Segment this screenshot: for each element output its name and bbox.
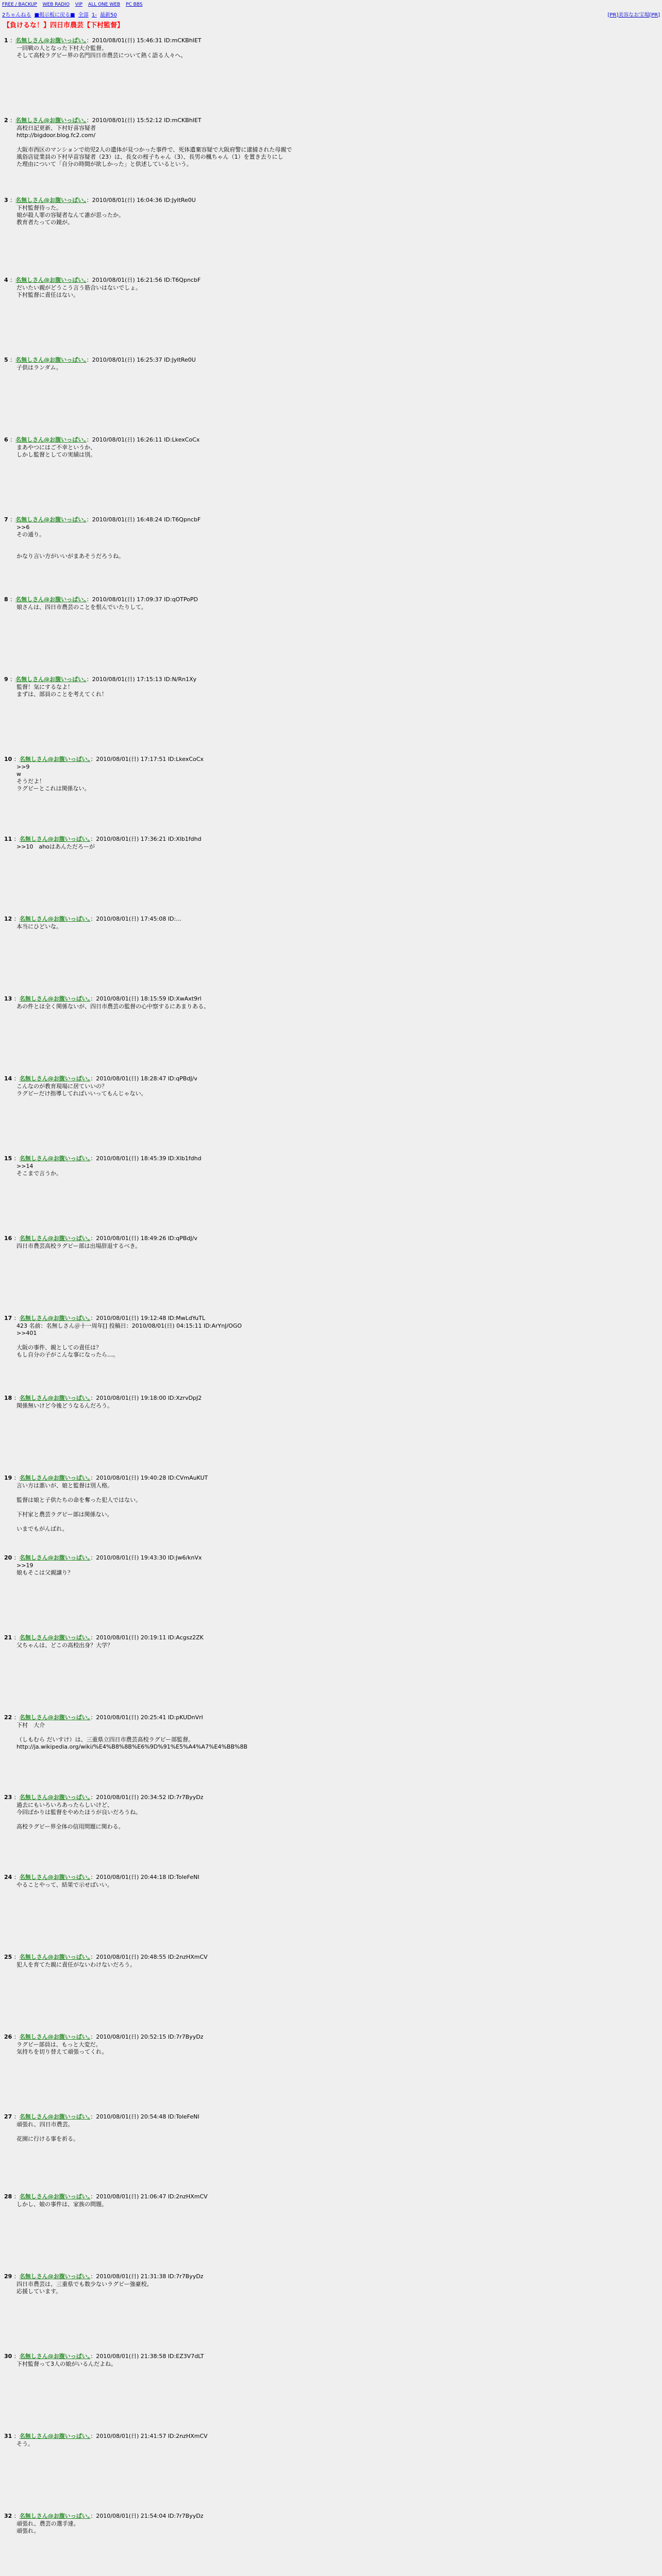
post-body: 四日市農芸は、三重県でも数少ないラグビー強豪校。 応援しています。 [16,2281,153,2295]
post-meta: ：2010/08/01(日) 19:40:28 ID:CVmAuKUT [90,1475,208,1481]
post-meta: ：2010/08/01(日) 15:52:12 ID:mCKBhIET [86,117,202,124]
post-author-link[interactable]: 名無しさん@お腹いっぱい。 [15,676,87,683]
post-separator: ： [12,1874,20,1880]
post-separator: ： [12,2433,20,2439]
post-header [4,1873,658,1882]
post-body: 下村 大介 （しもむら だいすけ）は、三重県立四日市農芸高校ラグビー部監督。 http://ja.wikipedia.org/wiki/%E4%B8%8B%E6%9D%91%E5%A4%A7%E4%BB%8B [16,1722,247,1750]
post-separator: ： [12,1794,20,1801]
post-header [4,1314,658,1323]
post-author[interactable] [15,277,87,283]
post-author[interactable] [20,2113,91,2120]
post-number[interactable]: 25 [4,1954,12,1960]
nav-links [2,10,119,18]
post-author[interactable] [20,1554,91,1561]
post-separator: ： [12,836,20,842]
post-separator: ： [12,1475,20,1481]
post-separator: ： [12,1714,20,1721]
nav-link-first[interactable]: 1- [91,12,97,18]
post-author-link[interactable]: 名無しさん@お腹いっぱい。 [19,1554,91,1561]
post-header [4,2273,658,2281]
browser-toolbar [0,0,662,9]
post-separator: ： [12,1954,20,1960]
post-body: 言い方は悪いが、娘と監督は別人格。 監督は娘と子供たちの命を奪った犯人ではない。 下村家と農芸ラグビー部は関係ない。 いまでもがんばれ。 [16,1482,141,1532]
post-body: >>19 娘もそこは父親譲り？ [16,1562,73,1576]
post-body: 頑張れ、四日市農芸。 花園に行ける事を祈る。 [16,2121,79,2142]
post [0,1950,662,2030]
post-meta: ：2010/08/01(日) 20:52:15 ID:7r7ByyDz [90,2033,204,2040]
post-author[interactable] [20,2193,91,2200]
post-meta: ：2010/08/01(日) 20:44:18 ID:ToleFeNI [90,1874,200,1880]
post-header [4,1234,658,1243]
post-author[interactable] [15,676,87,683]
post-separator: ： [12,2273,20,2280]
post-number[interactable]: 22 [4,1714,12,1721]
post-number[interactable]: 13 [4,995,12,1002]
post-separator: ： [12,916,20,922]
post [0,752,662,832]
post-body: 四日市農芸高校ラグビー部は出場辞退するべき。 [16,1243,141,1249]
toolbar-link[interactable]: VIP [75,2,83,7]
post-meta: ：2010/08/01(日) 17:17:51 ID:LkexCoCx [90,756,204,762]
post-body: だいたい親がどうこう言う筋合いはないでしょ。 下村監督に責任はない。 [16,284,141,298]
toolbar-link[interactable]: FREE / BACKUP [2,2,37,7]
post-header [4,1953,658,1961]
post-body: 頑張れ、農芸の選手達。 頑張れ。 [16,2520,79,2534]
post-header [4,1793,658,1802]
post [0,113,662,193]
post-author-link[interactable]: 名無しさん@お腹いっぱい。 [19,1794,91,1801]
post-meta: ：2010/08/01(日) 19:12:48 ID:MwLdYuTL [90,1315,205,1321]
post-header [4,276,658,284]
post-author-link[interactable]: 名無しさん@お腹いっぱい。 [15,117,87,124]
post-body: 監督！気にするなよ！ まずは、部員のことを考えてくれ！ [16,684,107,698]
post-meta: ：2010/08/01(日) 18:49:26 ID:qPBdJ/v [90,1235,197,1242]
post [0,2349,662,2429]
post [0,2429,662,2509]
post-author-link[interactable]: 名無しさん@お腹いっぱい。 [15,357,87,363]
post-list [0,33,662,2576]
post-meta: ：2010/08/01(日) 17:36:21 ID:Xlb1fdhd [90,836,202,842]
post-separator: ： [12,2033,20,2040]
post-separator: ： [12,2353,20,2360]
post [0,1072,662,1151]
post-header [4,1714,658,1722]
post-number[interactable]: 26 [4,2033,12,2040]
post-body: 関係無いけど今後どうなるんだろう。 [16,1402,113,1409]
post-header [4,116,658,125]
post-meta: ：2010/08/01(日) 16:48:24 ID:T6QpncbF [86,516,201,523]
post-meta: ：2010/08/01(日) 20:25:41 ID:pKUDnVrI [90,1714,203,1721]
post-number[interactable]: 30 [4,2353,12,2360]
post-author-link[interactable]: 名無しさん@お腹いっぱい。 [15,436,87,443]
post [0,1790,662,1870]
post-body: 一回戦の人となった下村大介監督。 そして高校ラグビー界の名門四日市農芸について熱く語る人々へ。 [16,45,187,59]
post-number[interactable]: 32 [4,2513,12,2519]
post-header [4,995,658,1003]
post-author[interactable] [20,1475,91,1481]
post-number[interactable]: 18 [4,1395,12,1401]
post-body: こんなのが教育現場に居ていいの？ ラグビーだけ指導してればいいってもんじゃない。 [16,1083,147,1097]
post-author-link[interactable]: 名無しさん@お腹いっぱい。 [19,1395,91,1401]
post-header [4,755,658,764]
post-header [4,516,658,524]
post-separator: ： [12,1155,20,1162]
post-body: >>14 そこまで言うか。 [16,1163,62,1177]
nav-link-2ch[interactable]: 2ちゃんねる [2,12,31,18]
post-meta: ：2010/08/01(日) 20:54:48 ID:ToleFeNI [90,2113,200,2120]
toolbar-link[interactable]: WEB RADIO [42,2,70,7]
post-author[interactable] [20,756,91,762]
post-meta: ：2010/08/01(日) 21:54:04 ID:7r7ByyDz [90,2513,204,2519]
thread-title: 【負けるな！】四日市農芸【下村監督】 [3,22,124,29]
post-body: 犯人を育てた親に責任がないわけないだろう。 [16,1961,136,1968]
post-separator: ： [8,197,16,204]
post-separator: ： [8,117,16,124]
post [0,2110,662,2190]
post-body: 下村監督待った。 娘が殺人罪の容疑者なんて誰が思ったか。 教育者たっての鏡が。 [16,205,124,226]
post-meta: ：2010/08/01(日) 16:04:36 ID:JyItRe0U [86,197,196,204]
post-meta: ：2010/08/01(日) 17:09:37 ID:qOTPoPD [86,596,198,603]
post-number[interactable]: 8 [4,596,8,603]
post [0,433,662,513]
post-header [4,2193,658,2201]
post-author[interactable] [20,1235,91,1242]
post-body: 下村監督って3人の娘がいるんだよね。 [16,2361,117,2367]
post-body: >>6 その通り。 かなり言い方がいいがまあそうだろうね。 [16,524,124,560]
post [0,2509,662,2576]
post-header [4,1075,658,1083]
post-separator: ： [8,357,16,363]
post-number[interactable]: 9 [4,676,8,683]
post-number[interactable]: 1 [4,37,8,44]
post-author-link[interactable]: 名無しさん@お腹いっぱい。 [15,277,87,283]
nav-link-all[interactable]: 全部 [78,12,89,18]
post [0,1311,662,1391]
post-meta: ：2010/08/01(日) 16:21:56 ID:T6QpncbF [86,277,201,283]
post-author[interactable] [20,995,91,1002]
post-author-link[interactable]: 名無しさん@お腹いっぱい。 [19,1475,91,1481]
post-author-link[interactable]: 名無しさん@お腹いっぱい。 [19,1714,91,1721]
post-separator: ： [12,1235,20,1242]
post-author[interactable] [15,357,87,363]
post-number[interactable]: 28 [4,2193,12,2200]
post-body: 高校日記更新、下村好喜容疑者 http://bigdoor.blog.fc2.com/ 大阪市西区のマンションで幼児2人の遺体が見つかった事件で、死体遺棄容疑で大阪府警に逮捕された母親で 風俗店従業員の下村早苗容疑者（23）は、長女の桜子ちゃん（3）、長男の楓ちゃん（1）を置き去りにし た理由について「自分の時間が欲しかった」と供述しているという。 [16,125,292,167]
post-meta: ：2010/08/01(日) 20:19:11 ID:Acgsz2ZK [90,1634,204,1641]
post-separator: ： [12,1634,20,1641]
post-body: 娘さんは、四日市農芸のことを恨んでいたりして。 [16,604,147,611]
post-number[interactable]: 19 [4,1475,12,1481]
post-meta: ：2010/08/01(日) 15:46:31 ID:mCKBhIET [86,37,202,44]
nav-link-board[interactable]: ■掲示板に戻る■ [34,12,75,18]
post-number[interactable]: 23 [4,1794,12,1801]
post-number[interactable]: 7 [4,516,8,523]
post [0,273,662,353]
toolbar-link[interactable]: PC BBS [125,2,143,7]
post [0,2030,662,2110]
post-body: 過去にもいろいろあったらしいけど、 今回ばかりは監督をやめたほうが良いだろうね。 高校ラグビー界全体の信用問題に関わる。 [16,1802,141,1830]
post-number[interactable]: 20 [4,1554,12,1561]
post-body: やることやって、結果で示せばいい。 [16,1882,113,1888]
post-header [4,915,658,923]
post-header [4,2432,658,2441]
post-author-link[interactable]: 名無しさん@お腹いっぱい。 [19,2193,91,2200]
post-author-link[interactable]: 名無しさん@お腹いっぱい。 [19,1634,91,1641]
post-author[interactable] [20,1315,91,1321]
post-meta: ：2010/08/01(日) 19:18:00 ID:XzrvDpJ2 [90,1395,202,1401]
post-author[interactable] [15,37,87,44]
post-body: あの件とは全く関係ないが、四日市農芸の監督の心中察するにあまりある。 [16,1003,209,1010]
post-meta: ：2010/08/01(日) 21:06:47 ID:2nzHXmCV [90,2193,208,2200]
post-author-link[interactable]: 名無しさん@お腹いっぱい。 [19,836,91,842]
post [0,1710,662,1790]
post [0,513,662,592]
post-meta: ：2010/08/01(日) 21:38:58 ID:EZ3V7dLT [90,2353,204,2360]
post-author[interactable] [20,836,91,842]
post-body: >>9 w そうだよ！ ラグビーとこれは関係ない。 [16,764,90,792]
post-author-link[interactable]: 名無しさん@お腹いっぱい。 [19,2113,91,2120]
post-number[interactable]: 12 [4,916,12,922]
post-separator: ： [8,277,16,283]
post [0,992,662,1072]
post-author-link[interactable]: 名無しさん@お腹いっぱい。 [19,2513,91,2519]
post-author[interactable] [20,2033,91,2040]
post-author[interactable] [15,117,87,124]
post-body: 423 名前：名無しさん＠十一周年[] 投稿日：2010/08/01(日) 04:15:11 ID:ArYnJ/OGO >>401 大阪の事件、親としての責任は？ もし自分の子がこんな事になったら…。 [16,1323,242,1358]
post [0,912,662,992]
post-author[interactable] [15,197,87,204]
post-body: まあやつにはご不幸というか、 しかし監督としての実績は別。 [16,444,96,458]
post-header [4,37,658,45]
post-body: 子供はランダム。 [16,364,62,371]
post-number[interactable]: 14 [4,1075,12,1082]
post-meta: ：2010/08/01(日) 21:41:57 ID:2nzHXmCV [90,2433,208,2439]
post-header [4,356,658,364]
post-meta: ：2010/08/01(日) 21:31:38 ID:7r7ByyDz [90,2273,204,2280]
post-author[interactable] [20,1794,91,1801]
post-author[interactable] [15,596,87,603]
post-author-link[interactable]: 名無しさん@お腹いっぱい。 [15,197,87,204]
post-author-link[interactable]: 名無しさん@お腹いっぱい。 [19,995,91,1002]
post-separator: ： [8,436,16,443]
post-author[interactable] [20,916,91,922]
post-body: そう。 [16,2441,34,2447]
post [0,672,662,752]
post [0,1151,662,1231]
thread-nav [0,9,662,19]
post-body: ラグビー部員は、もっと大変だ。 気持ちを切り替えて頑張ってくれ。 [16,2041,108,2055]
post-author[interactable] [15,516,87,523]
post-author-link[interactable]: 名無しさん@お腹いっぱい。 [19,1235,91,1242]
post-author[interactable] [20,1155,91,1162]
post-header [4,1474,658,1482]
post-body: >>10 ahoはあんただろーが [16,843,95,850]
post [0,1231,662,1311]
post-separator: ： [8,37,16,44]
post-header [4,675,658,684]
post-meta: ：2010/08/01(日) 18:15:59 ID:XwAxt9rl [90,995,202,1002]
post-number[interactable]: 24 [4,1874,12,1880]
post-author-link[interactable]: 名無しさん@お腹いっぱい。 [15,516,87,523]
post [0,832,662,912]
post-number[interactable]: 4 [4,277,8,283]
post-header [4,2512,658,2520]
post-separator: ： [12,2193,20,2200]
post-author-link[interactable]: 名無しさん@お腹いっぱい。 [15,596,87,603]
post [0,1631,662,1710]
post-meta: ：2010/08/01(日) 19:43:30 ID:Jw6/knVx [90,1554,202,1561]
post-number[interactable]: 16 [4,1235,12,1242]
post-meta: ：2010/08/01(日) 18:45:39 ID:Xlb1fdhd [90,1155,202,1162]
post [0,592,662,672]
post-separator: ： [12,1554,20,1561]
nav-link-latest50[interactable]: 最新50 [100,12,117,18]
post-header [4,436,658,444]
post-separator: ： [12,1315,20,1321]
post-author-link[interactable]: 名無しさん@お腹いっぱい。 [15,37,87,44]
post-meta: ：2010/08/01(日) 16:25:37 ID:JyItRe0U [86,357,196,363]
post [0,1870,662,1950]
post-number[interactable]: 29 [4,2273,12,2280]
post-separator: ： [8,676,16,683]
post-separator: ： [12,2513,20,2519]
post [0,1391,662,1471]
post-author-link[interactable]: 名無しさん@お腹いっぱい。 [19,1954,91,1960]
post-author[interactable] [20,1714,91,1721]
post-separator: ： [12,2113,20,2120]
post-author[interactable] [20,2353,91,2360]
post [0,33,662,113]
post-number[interactable]: 5 [4,357,8,363]
post-author[interactable] [20,2273,91,2280]
post-author[interactable] [15,436,87,443]
post-number[interactable]: 3 [4,197,8,204]
post-number[interactable]: 15 [4,1155,12,1162]
post-author-link[interactable]: 名無しさん@お腹いっぱい。 [19,1155,91,1162]
post-meta: ：2010/08/01(日) 20:48:55 ID:2nzHXmCV [90,1954,208,1960]
post-author[interactable] [20,1634,91,1641]
post-meta: ：2010/08/01(日) 17:45:08 ID:… [90,916,182,922]
post-meta: ：2010/08/01(日) 17:15:13 ID:N/Rn1Xy [86,676,197,683]
pr-link[interactable]: [PR]美容なお宝場[PR] [607,12,660,18]
post-separator: ： [12,1075,20,1082]
toolbar-link[interactable]: ALL ONE WEB [88,2,121,7]
post-author-link[interactable]: 名無しさん@お腹いっぱい。 [19,2353,91,2360]
post-author-link[interactable]: 名無しさん@お腹いっぱい。 [19,2273,91,2280]
post-meta: ：2010/08/01(日) 16:26:11 ID:LkexCoCx [86,436,200,443]
post-author-link[interactable]: 名無しさん@お腹いっぱい。 [19,2033,91,2040]
post-number[interactable]: 6 [4,436,8,443]
post-body: 父ちゃんは、どこの高校出身？大学？ [16,1642,113,1649]
post-author[interactable] [20,2433,91,2439]
post [0,2269,662,2349]
post-author-link[interactable]: 名無しさん@お腹いっぱい。 [19,756,91,762]
post [0,353,662,433]
post-header [4,835,658,843]
post-author[interactable] [20,1075,91,1082]
post-header [4,1554,658,1562]
post-header [4,2352,658,2361]
post-header [4,1155,658,1163]
post-header [4,596,658,604]
post-separator: ： [8,516,16,523]
post-separator: ： [12,756,20,762]
post-header [4,2113,658,2121]
post-author-link[interactable]: 名無しさん@お腹いっぱい。 [19,1874,91,1880]
post [0,193,662,273]
post-author-link[interactable]: 名無しさん@お腹いっぱい。 [19,1315,91,1321]
post-header [4,2033,658,2041]
post [0,2190,662,2269]
post-body: 本当にひどいな。 [16,923,62,930]
post-header [4,1394,658,1402]
post-author[interactable] [20,2513,91,2519]
post-number[interactable]: 10 [4,756,12,762]
post-body: しかし、娘の事件は、家族の問題。 [16,2201,107,2208]
post-number[interactable]: 17 [4,1315,12,1321]
post-number[interactable]: 2 [4,117,8,124]
post-separator: ： [12,995,20,1002]
post [0,1471,662,1551]
nav-right [607,10,660,18]
post-separator: ： [8,596,16,603]
post-author[interactable] [20,1954,91,1960]
post-author-link[interactable]: 名無しさん@お腹いっぱい。 [19,2433,91,2439]
post-number[interactable]: 27 [4,2113,12,2120]
post-header [4,196,658,205]
post-author-link[interactable]: 名無しさん@お腹いっぱい。 [19,916,91,922]
post-number[interactable]: 21 [4,1634,12,1641]
post-author[interactable] [20,1395,91,1401]
post-meta: ：2010/08/01(日) 18:28:47 ID:qPBdJ/v [90,1075,197,1082]
post-number[interactable]: 31 [4,2433,12,2439]
post-header [4,1634,658,1642]
post-number[interactable]: 11 [4,836,12,842]
post-author-link[interactable]: 名無しさん@お腹いっぱい。 [19,1075,91,1082]
post-separator: ： [12,1395,20,1401]
post-meta: ：2010/08/01(日) 20:34:52 ID:7r7ByyDz [90,1794,204,1801]
post-author[interactable] [20,1874,91,1880]
post [0,1551,662,1631]
